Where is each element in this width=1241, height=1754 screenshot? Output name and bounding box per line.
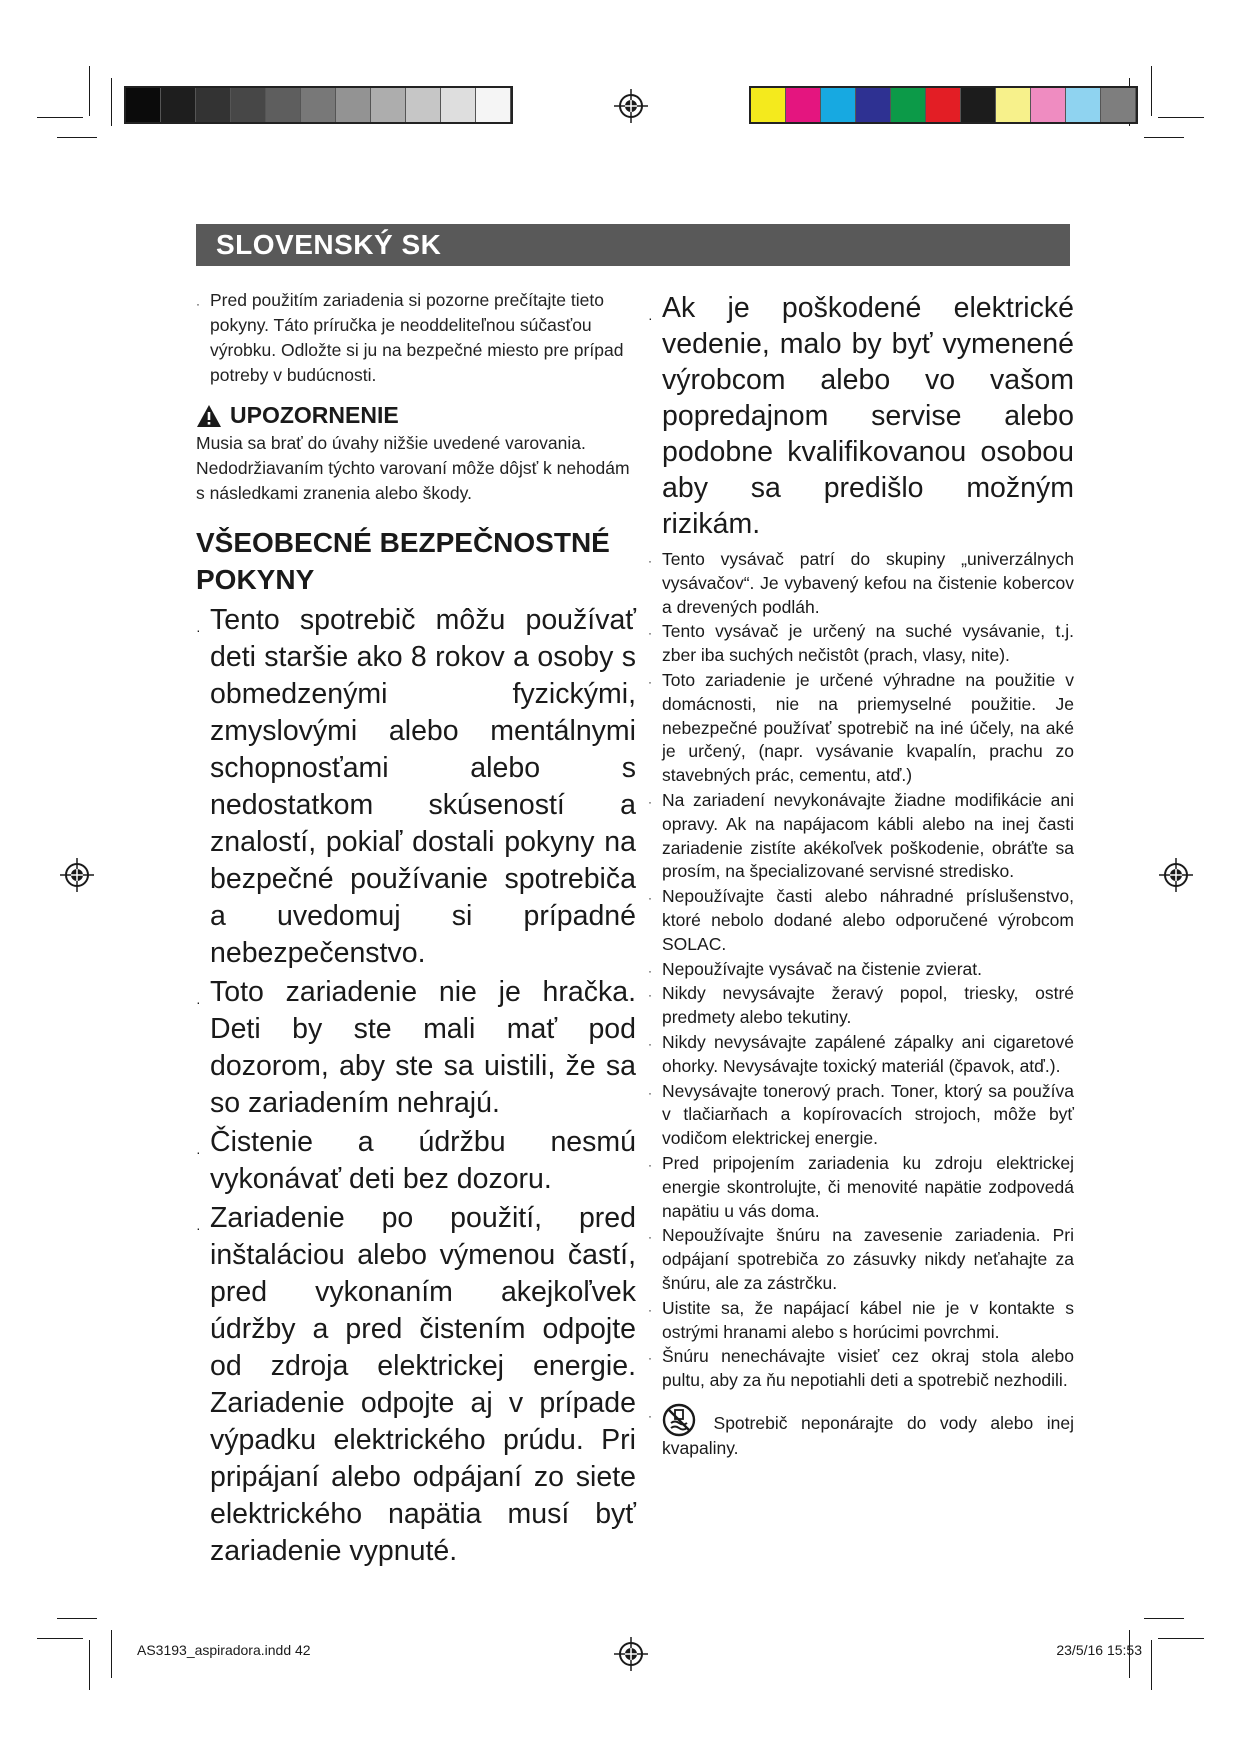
gray-swatch (196, 88, 231, 122)
crop-mark (1151, 66, 1152, 116)
crop-mark (1151, 1640, 1152, 1690)
crop-mark (1144, 1618, 1184, 1619)
crop-mark (1158, 117, 1204, 118)
safety-item: · Zariadenie po použití, pred inštaláciou alebo výmenou častí, pred vykonaním akejkoľvek údržby a pred čistením odpojte od zdroja elektrickej energie. Zariadenie odpojte aj v prípade výpadku elektrického prúdu. Pri pripájaní alebo odpájaní zo siete elektrického napätia musí byť zariadenie vypnuté. (196, 1202, 636, 1567)
crop-mark (111, 78, 112, 126)
color-swatch (1101, 88, 1136, 122)
safety-item: · Nepoužívajte šnúru na zavesenie zariadenia. Pri odpájaní spotrebiča zo zásuvky nikdy neťahajte za šnúru, ale za zástrčku. (648, 1225, 1074, 1293)
safety-item: · Toto zariadenie nie je hračka. Deti by ste mali mať pod dozorom, aby ste sa uistili, že sa so zariadením nehrajú. (196, 976, 636, 1119)
safety-item: · Nevysávajte tonerový prach. Toner, ktorý sa používa v tlačiarňach a kopírovacích strojoch, môže byť vodičom elektrickej energie. (648, 1080, 1074, 1149)
gray-swatch (266, 88, 301, 122)
safety-item: · Nikdy nevysávajte žeravý popol, triesky, ostré predmety alebo tekutiny. (648, 983, 1074, 1028)
safety-item: · Uistite sa, že napájací kábel nie je v kontakte s ostrými hranami alebo s horúcimi povrchmi. (648, 1297, 1074, 1342)
gray-swatch (126, 88, 161, 122)
gray-swatch (371, 88, 406, 122)
color-swatch (821, 88, 856, 122)
footer-file-name: AS3193_aspiradora.indd 42 (137, 1642, 311, 1658)
safety-item: · Tento vysávač patrí do skupiny „univerzálnych vysávačov“. Je vybavený kefou na čistenie kobercov a drevených podláh. (648, 549, 1074, 617)
crop-mark (37, 117, 83, 118)
crop-mark (57, 137, 97, 138)
color-swatch (996, 88, 1031, 122)
safety-item: · Tento vysávač je určený na suché vysávanie, t.j. zber iba suchých nečistôt (prach, vlasy, nite). (648, 621, 1074, 666)
safety-item: · Tento spotrebič môžu používať deti staršie ako 8 rokov a osoby s obmedzenými fyzickými, zmyslovými alebo mentálnymi schopnosťami alebo s nedostatkom skúseností a znalostí, pokiaľ dostali pokyny na bezpečné používanie spotrebiča a uvedomuj si prípadné nebezpečenstvo. (196, 604, 636, 969)
right-column (648, 290, 1074, 1462)
warning-triangle-icon (196, 404, 222, 428)
color-calibration-bar (749, 86, 1138, 124)
crop-mark (1158, 1638, 1204, 1639)
bullet: · (196, 297, 200, 311)
registration-mark-icon (613, 88, 649, 124)
no-water-immersion-icon (662, 1403, 696, 1437)
intro-paragraph: · Pred použitím zariadenia si pozorne prečítajte tieto pokyny. Táto príručka je neoddeliteľnou súčasťou výrobku. Odložte si ju na bezpečné miesto pre prípad potreby v budúcnosti. (196, 290, 624, 385)
safety-item: · Čistenie a údržbu nesmú vykonávať deti bez dozoru. (196, 1126, 636, 1195)
warning-body: Musia sa brať do úvahy nižšie uvedené varovania. Nedodržiavaním týchto varovaní môže dôjsť k nehodám s následkami zranenia alebo škody. (196, 433, 630, 503)
crop-mark (89, 1640, 90, 1690)
crop-mark (89, 66, 90, 116)
safety-item: · Nikdy nevysávajte zapálené zápalky ani cigaretové ohorky. Nevysávajte toxický materiál (čpavok, atď.). (648, 1031, 1074, 1076)
registration-mark-icon (1158, 857, 1194, 893)
left-column (196, 288, 636, 1572)
safety-item: · Nepoužívajte časti alebo náhradné príslušenstvo, ktoré nebolo dodané alebo odporučené výrobcom SOLAC. (648, 886, 1074, 954)
color-swatch (1066, 88, 1101, 122)
safety-item: · Šnúru nenechávajte visieť cez okraj stola alebo pultu, aby za ňu nepotiahli deti a spotrebič nezhodili. (648, 1346, 1074, 1391)
registration-mark-icon (613, 1636, 649, 1672)
footer-date-time: 23/5/16 15:53 (1056, 1642, 1142, 1658)
section-title: VŠEOBECNÉ BEZPEČNOSTNÉ POKYNY (196, 527, 610, 595)
color-swatch (856, 88, 891, 122)
color-swatch (926, 88, 961, 122)
safety-item: · Spotrebič neponárajte do vody alebo inej kvapaliny. (648, 1403, 1074, 1461)
grayscale-calibration-bar (124, 86, 513, 124)
warning-heading: UPOZORNENIE (196, 402, 636, 429)
crop-mark (57, 1618, 97, 1619)
crop-mark (37, 1638, 83, 1639)
color-swatch (751, 88, 786, 122)
color-swatch (786, 88, 821, 122)
color-swatch (891, 88, 926, 122)
gray-swatch (476, 88, 511, 122)
crop-mark (111, 1630, 112, 1678)
gray-swatch (441, 88, 476, 122)
registration-mark-icon (59, 857, 95, 893)
gray-swatch (301, 88, 336, 122)
safety-item: · Na zariadení nevykonávajte žiadne modifikácie ani opravy. Ak na napájacom kábli alebo na inej časti zariadenie zistíte akékoľvek poškodenie, obráťte sa prosím, na špecializované servisné stredisko. (648, 789, 1074, 882)
crop-mark (1144, 137, 1184, 138)
gray-swatch (406, 88, 441, 122)
language-header: SLOVENSKÝ SK (196, 224, 1070, 266)
color-swatch (961, 88, 996, 122)
gray-swatch (231, 88, 266, 122)
gray-swatch (336, 88, 371, 122)
gray-swatch (161, 88, 196, 122)
safety-item: · Nepoužívajte vysávač na čistenie zvierat. (648, 958, 983, 979)
color-swatch (1031, 88, 1066, 122)
safety-item: · Pred pripojením zariadenia ku zdroju elektrickej energie skontrolujte, či menovité napätie zodpovedá napätiu u vás doma. (648, 1152, 1074, 1221)
cord-damage-item: · Ak je poškodené elektrické vedenie, malo by byť vymenené výrobcom alebo vo vašom popredajnom servise alebo podobne kvalifikovanou osobou aby sa predišlo možným rizikám. (648, 292, 1074, 540)
safety-item: · Toto zariadenie je určené výhradne na použitie v domácnosti, nie na priemyselné použitie. Je nebezpečné používať spotrebič na iné účely, na aké je určený, (napr. vysávanie kvapalín, prachu zo stavebných prác, cementu, atď.) (648, 669, 1074, 786)
